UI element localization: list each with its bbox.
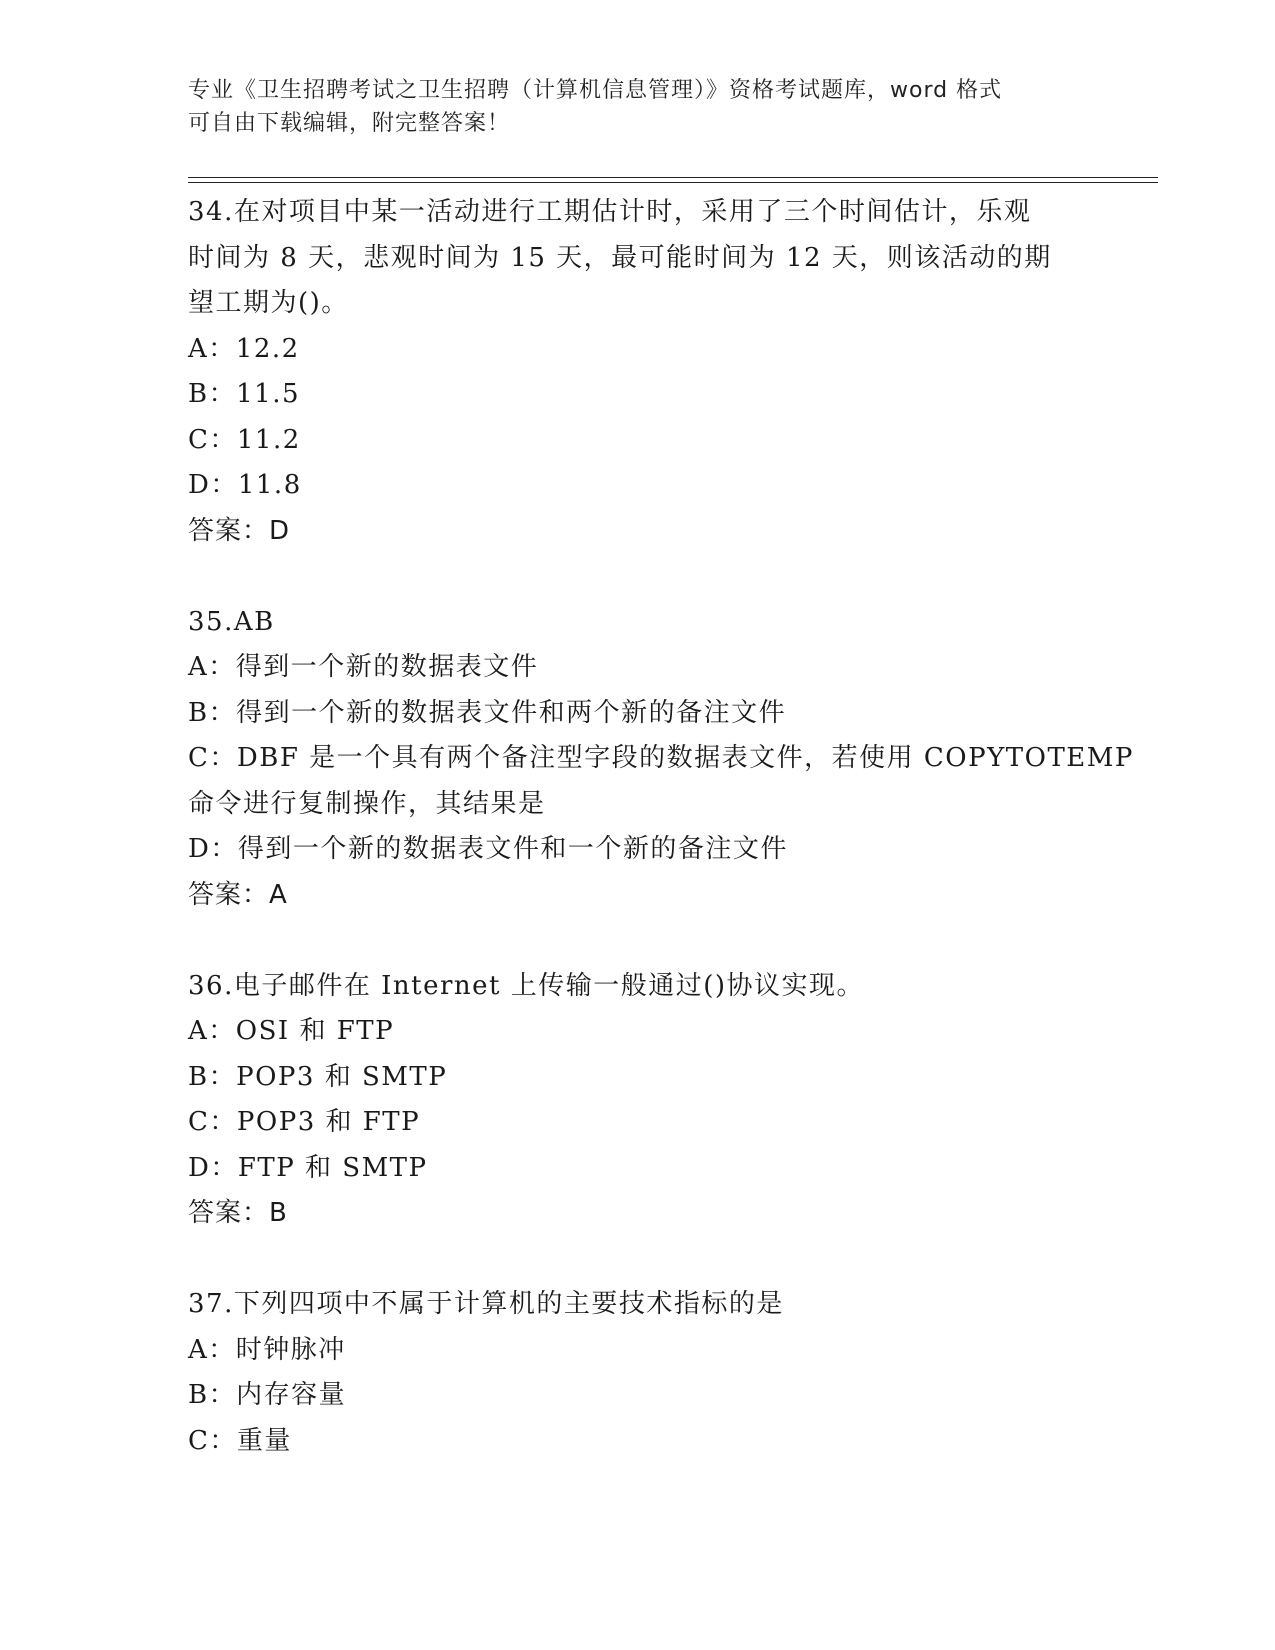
question-36 <box>188 964 1088 1237</box>
answer-label: 答案：B <box>188 1198 288 1228</box>
header-line-1: 专业《卫生招聘考试之卫生招聘（计算机信息管理）》资格考试题库，word 格式 <box>188 78 1003 103</box>
question-35 <box>188 600 1134 919</box>
option-b: B：得到一个新的数据表文件和两个新的备注文件 <box>188 697 787 728</box>
header-divider-bottom <box>188 182 1158 183</box>
answer-label: 答案：D <box>188 515 291 546</box>
option-c: C：POP3 和 FTP <box>188 1107 421 1137</box>
question-stem-line: 35.AB <box>188 606 275 637</box>
option-c: C：DBF 是一个具有两个备注型字段的数据表文件，若使用 COPYTOTEMP <box>188 743 1134 773</box>
question-stem-line: 37.下列四项中不属于计算机的主要技术指标的是 <box>188 1289 784 1319</box>
option-c: C：重量 <box>188 1425 292 1456</box>
header-divider-top <box>188 177 1158 178</box>
question-37 <box>188 1282 1088 1464</box>
question-stem-line: 望工期为()。 <box>188 288 349 318</box>
option-c: C：11.2 <box>188 424 301 455</box>
spacer <box>188 918 1088 964</box>
option-d: D：11.8 <box>188 470 302 500</box>
option-b: B：内存容量 <box>188 1380 347 1410</box>
question-stem-line: 34.在对项目中某一活动进行工期估计时，采用了三个时间估计，乐观 <box>188 197 1032 227</box>
header-line-2: 可自由下载编辑，附完整答案！ <box>188 111 511 136</box>
option-d: D：得到一个新的数据表文件和一个新的备注文件 <box>188 834 788 864</box>
question-34 <box>188 190 1088 554</box>
document-header <box>188 74 1088 140</box>
spacer <box>188 1237 1088 1283</box>
question-stem-line: 时间为 8 天，悲观时间为 15 天，最可能时间为 12 天，则该活动的期 <box>188 242 1052 273</box>
option-b: B：11.5 <box>188 379 300 409</box>
option-a: A：OSI 和 FTP <box>188 1016 395 1046</box>
question-list <box>188 190 1134 1464</box>
question-stem-line: 36.电子邮件在 Internet 上传输一般通过()协议实现。 <box>188 970 865 1001</box>
option-a: A：12.2 <box>188 333 300 364</box>
option-d: D：FTP 和 SMTP <box>188 1152 428 1183</box>
spacer <box>188 554 1088 600</box>
option-a: A：时钟脉冲 <box>188 1334 346 1365</box>
option-a: A：得到一个新的数据表文件 <box>188 652 539 682</box>
option-b: B：POP3 和 SMTP <box>188 1061 448 1092</box>
answer-label: 答案：A <box>188 879 288 910</box>
option-c-continued: 命令进行复制操作，其结果是 <box>188 788 546 819</box>
